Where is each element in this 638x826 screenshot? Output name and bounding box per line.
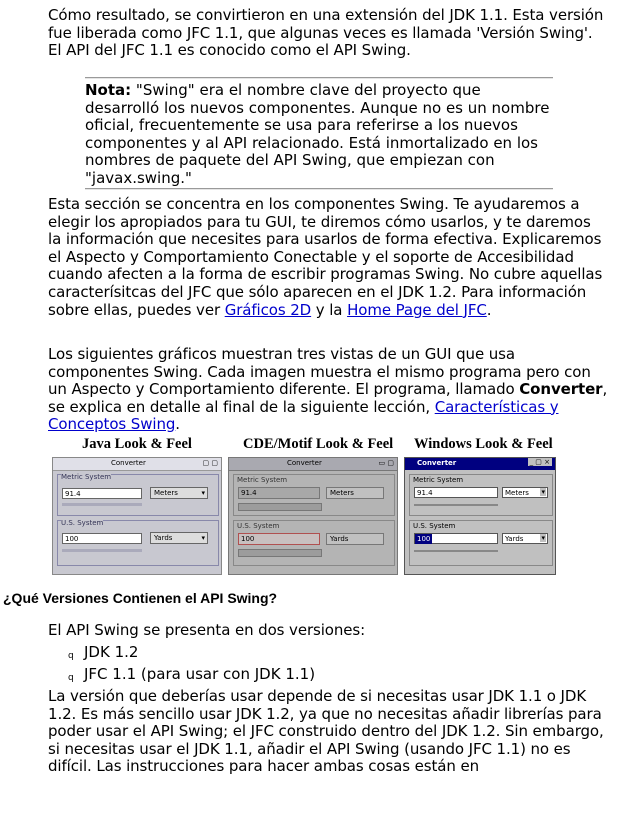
java-metric-slider[interactable]: [62, 503, 142, 506]
versions-intro: El API Swing se presenta en dos versiones:: [48, 621, 366, 639]
motif-look-screenshot: [228, 457, 398, 575]
chevron-down-icon: ▾: [541, 488, 545, 496]
section-text-end: .: [486, 300, 492, 319]
java-metric-units[interactable]: Meters ▾: [150, 487, 208, 499]
motif-title-bar: [229, 458, 397, 471]
windows-us-label: U.S. System: [413, 522, 456, 530]
java-us-label: U.S. System: [61, 519, 104, 527]
java-metric-label: Metric System: [61, 473, 112, 481]
bullet-text-jdk12: JDK 1.2: [84, 643, 139, 661]
motif-us-panel: [233, 520, 395, 566]
windows-window-buttons[interactable]: _ ▢ ×: [529, 458, 550, 466]
windows-title-bar: [405, 458, 555, 470]
caption-windows: Windows Look & Feel: [414, 436, 553, 452]
java-title: Converter: [111, 459, 146, 467]
windows-metric-units[interactable]: Meters ▾: [502, 487, 548, 498]
graphics-text-2: , se explica en detalle al final de la siguiente lección,: [48, 380, 608, 416]
java-us-panel: [57, 520, 219, 566]
motif-metric-field[interactable]: 91.4: [238, 487, 320, 499]
version-choice-paragraph: La versión que deberías usar depende de si necesitas usar JDK 1.1 o JDK 1.2. Es más sencillo usar JDK 1.2, ya que no necesitas añadir librerías para poder usar el API Swing; el JFC construido dentro del JDK 1.2. Sin embargo, si necesitas usar el JDK 1.1, añadir el API Swing (usando JFC 1.1) no es difícil. Las instrucciones para hacer ambas cosas están en: [48, 687, 604, 776]
bullet-text-jfc11: JFC 1.1 (para usar con JDK 1.1): [84, 665, 316, 683]
java-title-bar: [53, 458, 221, 471]
windows-us-panel: [409, 520, 553, 566]
caption-motif: CDE/Motif Look & Feel: [243, 436, 394, 452]
java-metric-field[interactable]: 91.4: [62, 488, 142, 499]
section-text: Esta sección se concentra en los componentes Swing. Te ayudaremos a elegir los apropiados para tu GUI, te diremos cómo usarlos, y te daremos la información que necesites para usarlos de forma efectiva. Explicaremos el Aspecto y Comportamiento Conectable y el soporte de Accesibilidad cuando afecten a la forma de escribir programas Swing. No cubre aquellas caracterísitcas del JFC que sólo aparecen en el JDK 1.2. Para información sobre ellas, puedes ver: [48, 195, 603, 319]
motif-metric-slider[interactable]: [238, 503, 322, 511]
windows-us-slider[interactable]: [414, 550, 498, 552]
jfc-home-page-link[interactable]: Home Page del JFC: [347, 300, 487, 319]
java-us-field[interactable]: 100: [62, 533, 142, 544]
java-us-units[interactable]: Yards ▾: [150, 532, 208, 544]
motif-us-field[interactable]: 100: [238, 533, 320, 545]
note-text: "Swing" era el nombre clave del proyecto que desarrolló los nuevos componentes. Aunque no es un nombre oficial, frecuentemente se usa para referirse a los nuevos componentes y al API relacionado. Está inmortalizado en los nombres de paquete del API Swing, que empiezan con "javax.swing.": [85, 81, 550, 187]
caption-java: Java Look & Feel: [82, 436, 192, 452]
versions-heading: ¿Qué Versiones Contienen el API Swing?: [3, 590, 278, 606]
graphics-paragraph: [48, 346, 608, 434]
windows-us-field[interactable]: 100: [414, 533, 498, 544]
graphics-text: Los siguientes gráficos muestran tres vistas de un GUI que usa componentes Swing. Cada imagen muestra el mismo programa pero con un Aspecto y Comportamiento diferente. El programa, llamado: [48, 345, 591, 399]
bullet-marker-icon: q: [68, 673, 74, 683]
windows-metric-field[interactable]: 91.4: [414, 487, 498, 498]
section-text-mid: y la: [311, 300, 348, 319]
note-block: [85, 82, 553, 188]
java-metric-panel: [57, 474, 219, 516]
windows-us-units[interactable]: Yards ▾: [502, 533, 548, 544]
motif-us-label: U.S. System: [237, 522, 280, 530]
java-window-buttons[interactable]: ▢ ▢: [202, 459, 218, 467]
chevron-down-icon: ▾: [201, 534, 205, 542]
note-label: Nota:: [85, 81, 132, 99]
section-paragraph: [48, 196, 608, 319]
java-look-screenshot: [52, 457, 222, 575]
bullet-marker-icon: q: [68, 651, 74, 661]
windows-metric-slider[interactable]: [414, 504, 498, 506]
motif-title: Converter: [287, 459, 322, 467]
motif-metric-label: Metric System: [237, 476, 288, 484]
windows-title: Converter: [417, 459, 457, 467]
windows-metric-label: Metric System: [413, 476, 464, 484]
windows-look-screenshot: [404, 457, 556, 575]
java-us-slider[interactable]: [62, 549, 142, 552]
chevron-down-icon: ▾: [201, 489, 205, 497]
converter-name: Converter: [519, 380, 603, 399]
intro-paragraph: Cómo resultado, se convirtieron en una extensión del JDK 1.1. Esta versión fue liberada como JFC 1.1, que algunas veces es llamada 'Versión Swing'. El API del JFC 1.1 es conocido como el API Swing.: [48, 6, 604, 60]
note-top-rule: [85, 77, 553, 79]
motif-metric-panel: [233, 474, 395, 516]
motif-metric-units[interactable]: Meters: [326, 487, 384, 499]
motif-window-buttons[interactable]: ▭ ▢: [378, 459, 394, 467]
note-bottom-rule: [85, 188, 553, 190]
chevron-down-icon: ▾: [541, 534, 545, 542]
caracteristicas-link[interactable]: Características y Conceptos Swing: [48, 397, 559, 434]
windows-metric-panel: [409, 474, 553, 516]
motif-us-units[interactable]: Yards: [326, 533, 384, 545]
motif-us-slider[interactable]: [238, 549, 322, 557]
graphics-text-end: .: [175, 415, 180, 434]
graficos-2d-link[interactable]: Gráficos 2D: [224, 300, 312, 319]
